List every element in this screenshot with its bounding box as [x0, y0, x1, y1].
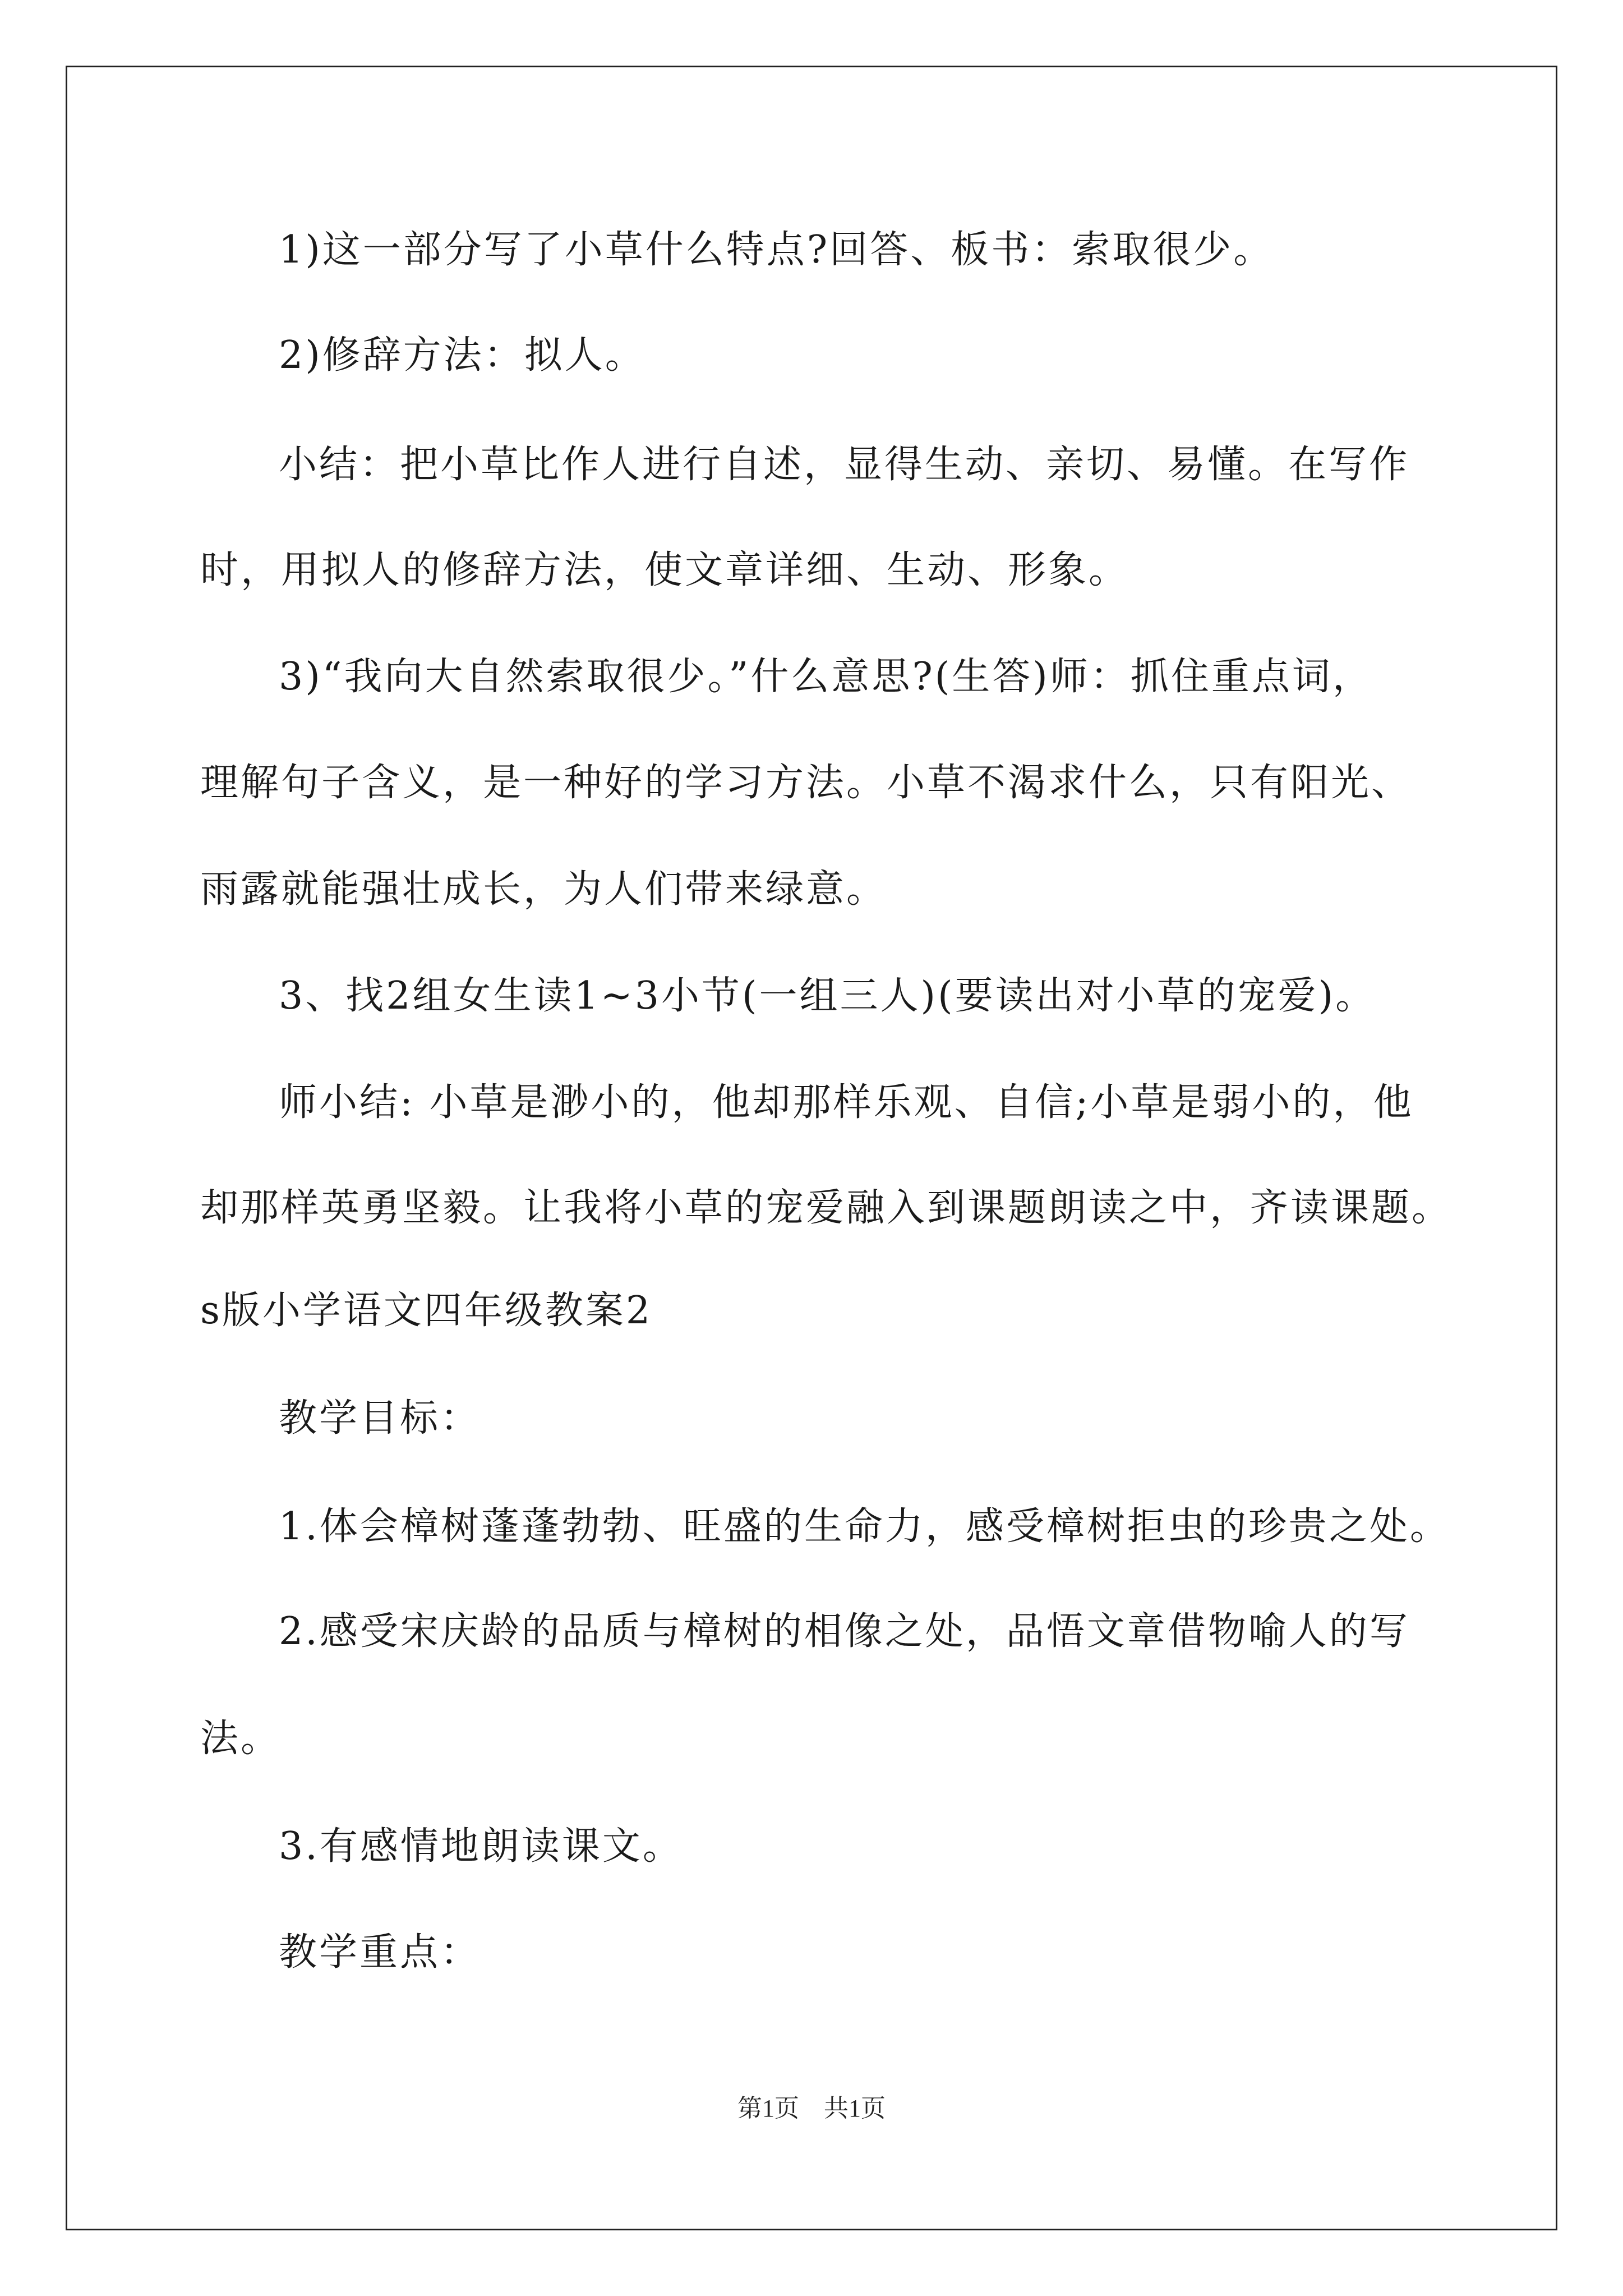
text-line-14: 2.感受宋庆龄的品质与樟树的相像之处，品悟文章借物喻人的写 — [279, 1609, 1410, 1654]
page-border — [66, 66, 1557, 2230]
text-line-13: 1.体会樟树蓬蓬勃勃、旺盛的生命力，感受樟树拒虫的珍贵之处。 — [279, 1504, 1450, 1549]
text-line-10: 却那样英勇坚毅。让我将小草的宠爱融入到课题朗读之中，齐读课题。 — [200, 1186, 1453, 1230]
text-line-15: 法。 — [200, 1717, 282, 1761]
page-footer: 第1页 共1页 — [737, 2095, 886, 2122]
text-line-8: 3、找2组女生读1~3小节(一组三人)(要读出对小草的宠爱)。 — [279, 974, 1376, 1018]
text-line-1: 1)这一部分写了小草什么特点?回答、板书：索取很少。 — [279, 228, 1274, 272]
text-line-9: 师小结: 小草是渺小的，他却那样乐观、自信;小草是弱小的，他 — [279, 1080, 1414, 1125]
text-line-6: 理解句子含义，是一种好的学习方法。小草不渴求什么，只有阳光、 — [200, 761, 1412, 805]
text-line-2: 2)修辞方法：拟人。 — [279, 333, 645, 378]
text-line-3: 小结：把小草比作人进行自述，显得生动、亲切、易懂。在写作 — [279, 443, 1410, 487]
text-line-4: 时，用拟人的修辞方法，使文章详细、生动、形象。 — [200, 548, 1129, 592]
text-line-16: 3.有感情地朗读课文。 — [279, 1824, 683, 1869]
section-heading: s版小学语文四年级教案2 — [200, 1289, 653, 1333]
text-line-7: 雨露就能强壮成长，为人们带来绿意。 — [200, 867, 887, 912]
text-line-17: 教学重点： — [279, 1930, 481, 1975]
text-line-12: 教学目标： — [279, 1396, 481, 1441]
text-line-5: 3)“我向大自然索取很少。”什么意思?(生答)师：抓住重点词， — [279, 655, 1373, 699]
